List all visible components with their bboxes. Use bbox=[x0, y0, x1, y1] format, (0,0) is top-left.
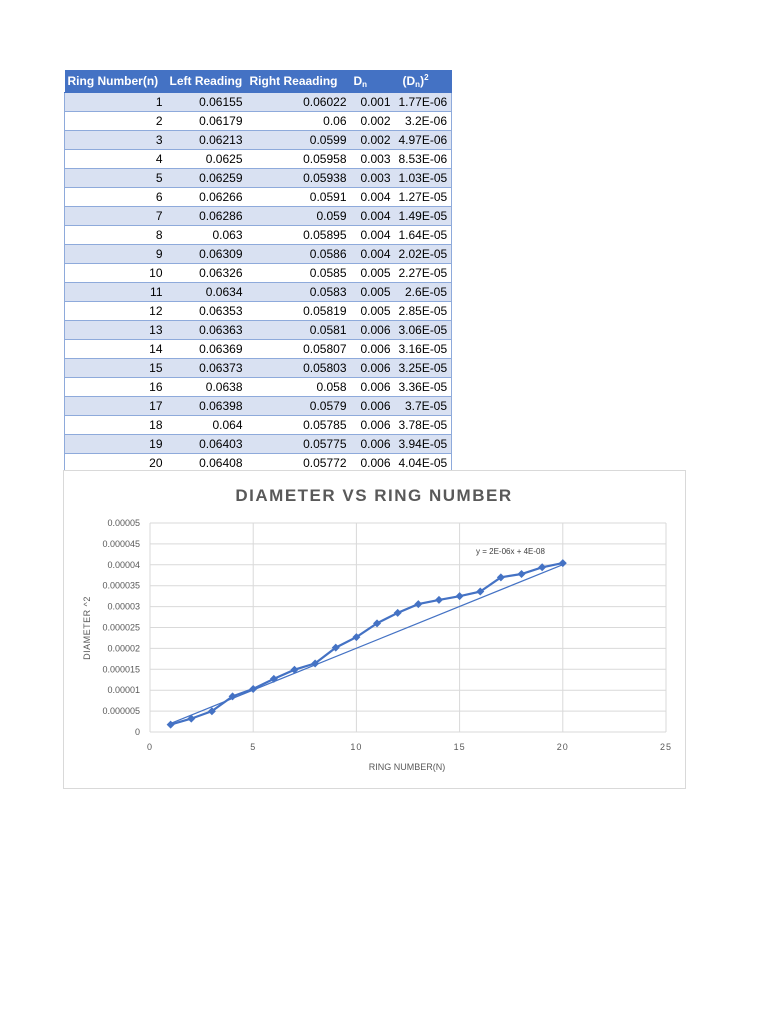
table-cell[interactable]: 10 bbox=[65, 264, 167, 283]
table-cell[interactable]: 1.03E-05 bbox=[395, 169, 452, 188]
table-cell[interactable]: 8 bbox=[65, 226, 167, 245]
table-cell[interactable]: 16 bbox=[65, 378, 167, 397]
table-cell[interactable]: 2.6E-05 bbox=[395, 283, 452, 302]
y-tick-label: 0.000005 bbox=[102, 706, 140, 717]
table-row bbox=[65, 188, 452, 207]
chart-title: DIAMETER VS RING NUMBER bbox=[235, 486, 513, 505]
table-cell[interactable]: 1.49E-05 bbox=[395, 207, 452, 226]
table-cell[interactable]: 4.97E-06 bbox=[395, 131, 452, 150]
y-tick-label: 0.00002 bbox=[107, 643, 140, 654]
table-cell[interactable]: 0.06408 bbox=[167, 454, 247, 473]
data-point[interactable] bbox=[394, 609, 402, 617]
table-cell[interactable]: 0.003 bbox=[351, 169, 395, 188]
table-row bbox=[65, 264, 452, 283]
table-cell[interactable]: 0.06398 bbox=[167, 397, 247, 416]
x-tick-label: 25 bbox=[659, 742, 673, 752]
table-cell[interactable]: 2.85E-05 bbox=[395, 302, 452, 321]
table-cell[interactable]: 0.002 bbox=[351, 131, 395, 150]
y-axis-label: DIAMETER ^2 bbox=[82, 596, 92, 660]
y-tick-label: 0.00001 bbox=[107, 685, 140, 696]
table-cell[interactable]: 0.05819 bbox=[247, 302, 351, 321]
table-cell[interactable]: 2 bbox=[65, 112, 167, 131]
table-row bbox=[65, 302, 452, 321]
x-tick-label: 15 bbox=[453, 742, 466, 752]
y-tick-label: 0.00005 bbox=[107, 518, 140, 528]
table-row bbox=[65, 397, 452, 416]
y-tick-label: 0 bbox=[134, 727, 140, 737]
data-table bbox=[64, 70, 452, 473]
y-tick-label: 0.000035 bbox=[102, 580, 140, 591]
table-cell[interactable]: 0.0585 bbox=[247, 264, 351, 283]
table-cell[interactable]: 0.004 bbox=[351, 207, 395, 226]
table-cell[interactable]: 0.004 bbox=[351, 245, 395, 264]
header-right-reading[interactable]: Right Reaading bbox=[247, 70, 351, 93]
y-tick-label: 0.00004 bbox=[107, 559, 140, 570]
table-row bbox=[65, 321, 452, 340]
table-cell[interactable]: 0.006 bbox=[351, 321, 395, 340]
table-cell[interactable]: 7 bbox=[65, 207, 167, 226]
table-cell[interactable]: 0.004 bbox=[351, 188, 395, 207]
table-cell[interactable]: 0.06286 bbox=[167, 207, 247, 226]
table-cell[interactable]: 0.005 bbox=[351, 283, 395, 302]
table-cell[interactable]: 0.006 bbox=[351, 435, 395, 454]
table-cell[interactable]: 0.059 bbox=[247, 207, 351, 226]
table-cell[interactable]: 0.006 bbox=[351, 378, 395, 397]
table-row bbox=[65, 150, 452, 169]
y-tick-label: 0.000015 bbox=[102, 664, 140, 675]
table-cell[interactable]: 0.064 bbox=[167, 416, 247, 435]
table-cell[interactable]: 0.06155 bbox=[167, 93, 247, 112]
table-cell[interactable]: 3 bbox=[65, 131, 167, 150]
table-cell[interactable]: 0.06363 bbox=[167, 321, 247, 340]
table-cell[interactable]: 6 bbox=[65, 188, 167, 207]
table-cell[interactable]: 0.004 bbox=[351, 226, 395, 245]
table-cell[interactable]: 0.06403 bbox=[167, 435, 247, 454]
table-body bbox=[65, 93, 452, 473]
table-cell[interactable]: 0.05775 bbox=[247, 435, 351, 454]
chart-svg bbox=[64, 471, 685, 788]
table-cell[interactable]: 0.06 bbox=[247, 112, 351, 131]
table-cell[interactable]: 20 bbox=[65, 454, 167, 473]
table-cell[interactable]: 0.06369 bbox=[167, 340, 247, 359]
table-row bbox=[65, 245, 452, 264]
table-row bbox=[65, 131, 452, 150]
table-cell[interactable]: 0.0638 bbox=[167, 378, 247, 397]
table-cell[interactable]: 0.063 bbox=[167, 226, 247, 245]
table-cell[interactable]: 0.05772 bbox=[247, 454, 351, 473]
table-cell[interactable]: 0.05785 bbox=[247, 416, 351, 435]
table-row bbox=[65, 93, 452, 112]
table-cell[interactable]: 19 bbox=[65, 435, 167, 454]
table-header-row bbox=[65, 70, 452, 93]
x-tick-label: 20 bbox=[556, 742, 569, 752]
table-row bbox=[65, 416, 452, 435]
table-cell[interactable]: 3.94E-05 bbox=[395, 435, 452, 454]
table-cell[interactable]: 3.36E-05 bbox=[395, 378, 452, 397]
header-dn-squared[interactable]: $(D_n)^2$ bbox=[395, 70, 452, 93]
table-cell[interactable]: 2.02E-05 bbox=[395, 245, 452, 264]
table-cell[interactable]: 0.06326 bbox=[167, 264, 247, 283]
table-row bbox=[65, 226, 452, 245]
table-cell[interactable]: 0.003 bbox=[351, 150, 395, 169]
table-cell[interactable]: 0.05958 bbox=[247, 150, 351, 169]
data-point[interactable] bbox=[270, 675, 278, 683]
table-cell[interactable]: 18 bbox=[65, 416, 167, 435]
table-cell[interactable]: 9 bbox=[65, 245, 167, 264]
table-cell[interactable]: 0.05807 bbox=[247, 340, 351, 359]
y-tick-label: 0.000045 bbox=[102, 538, 140, 549]
table-cell[interactable]: 3.78E-05 bbox=[395, 416, 452, 435]
table-cell[interactable]: 14 bbox=[65, 340, 167, 359]
x-tick-label: 5 bbox=[250, 742, 257, 752]
table-row bbox=[65, 283, 452, 302]
table-cell[interactable]: 0.0586 bbox=[247, 245, 351, 264]
table-cell[interactable]: 0.0579 bbox=[247, 397, 351, 416]
table-cell[interactable]: 11 bbox=[65, 283, 167, 302]
header-left-reading[interactable]: Left Reading bbox=[167, 70, 247, 93]
table-cell[interactable]: 3.7E-05 bbox=[395, 397, 452, 416]
table-cell[interactable]: 0.06373 bbox=[167, 359, 247, 378]
table-row bbox=[65, 359, 452, 378]
table-cell[interactable]: 0.006 bbox=[351, 454, 395, 473]
table-cell[interactable]: 0.06022 bbox=[247, 93, 351, 112]
table-cell[interactable]: 0.0583 bbox=[247, 283, 351, 302]
table-cell[interactable]: 0.06353 bbox=[167, 302, 247, 321]
y-tick-label: 0.00003 bbox=[107, 601, 140, 612]
table-cell[interactable]: 0.0599 bbox=[247, 131, 351, 150]
x-tick-label: 10 bbox=[350, 742, 363, 752]
table-row bbox=[65, 207, 452, 226]
table-cell[interactable]: 8.53E-06 bbox=[395, 150, 452, 169]
table-row bbox=[65, 378, 452, 397]
table-cell[interactable]: 13 bbox=[65, 321, 167, 340]
header-ring-number[interactable]: Ring Number(n) bbox=[65, 70, 167, 93]
table-row bbox=[65, 435, 452, 454]
table-cell[interactable]: 0.05895 bbox=[247, 226, 351, 245]
table-cell[interactable]: 3.2E-06 bbox=[395, 112, 452, 131]
table-cell[interactable]: 1.64E-05 bbox=[395, 226, 452, 245]
table-cell[interactable]: 12 bbox=[65, 302, 167, 321]
table-cell[interactable]: 1 bbox=[65, 93, 167, 112]
table-cell[interactable]: 0.006 bbox=[351, 359, 395, 378]
header-dn[interactable]: $D_n$ bbox=[351, 70, 395, 93]
table-cell[interactable]: 0.05938 bbox=[247, 169, 351, 188]
table-row bbox=[65, 112, 452, 131]
table-cell[interactable]: 0.006 bbox=[351, 340, 395, 359]
table-cell[interactable]: 0.002 bbox=[351, 112, 395, 131]
table-cell[interactable]: 0.006 bbox=[351, 397, 395, 416]
x-tick-label: 0 bbox=[146, 742, 154, 752]
table-cell[interactable]: 0.005 bbox=[351, 302, 395, 321]
y-axis-ticks bbox=[102, 518, 140, 737]
table-cell[interactable]: 0.0625 bbox=[167, 150, 247, 169]
table-cell[interactable]: 0.06213 bbox=[167, 131, 247, 150]
table-cell[interactable]: 5 bbox=[65, 169, 167, 188]
table-row bbox=[65, 169, 452, 188]
chart-area[interactable] bbox=[63, 470, 686, 789]
trendline-equation: y = 2E-06x + 4E-08 bbox=[476, 547, 545, 556]
table-row bbox=[65, 340, 452, 359]
table-cell[interactable]: 17 bbox=[65, 397, 167, 416]
table-cell[interactable]: 0.0581 bbox=[247, 321, 351, 340]
table-cell[interactable]: 4.04E-05 bbox=[395, 454, 452, 473]
data-point[interactable] bbox=[456, 592, 464, 600]
table-cell[interactable]: 3.06E-05 bbox=[395, 321, 452, 340]
table-cell[interactable]: 3.25E-05 bbox=[395, 359, 452, 378]
table-cell[interactable]: 1.27E-05 bbox=[395, 188, 452, 207]
table-cell[interactable]: 3.16E-05 bbox=[395, 340, 452, 359]
table-cell[interactable]: 0.06259 bbox=[167, 169, 247, 188]
data-point[interactable] bbox=[435, 596, 443, 604]
table-cell[interactable]: 0.006 bbox=[351, 416, 395, 435]
table-cell[interactable]: 0.06266 bbox=[167, 188, 247, 207]
table-cell[interactable]: 0.001 bbox=[351, 93, 395, 112]
table-cell[interactable]: 1.77E-06 bbox=[395, 93, 452, 112]
table-cell[interactable]: 0.0591 bbox=[247, 188, 351, 207]
table-cell[interactable]: 0.06179 bbox=[167, 112, 247, 131]
table-cell[interactable]: 4 bbox=[65, 150, 167, 169]
table-cell[interactable]: 2.27E-05 bbox=[395, 264, 452, 283]
table-cell[interactable]: 0.06309 bbox=[167, 245, 247, 264]
y-tick-label: 0.000025 bbox=[102, 622, 140, 633]
table-cell[interactable]: 0.058 bbox=[247, 378, 351, 397]
x-axis-label: RING NUMBER(N) bbox=[368, 762, 446, 772]
table-cell[interactable]: 15 bbox=[65, 359, 167, 378]
table-cell[interactable]: 0.005 bbox=[351, 264, 395, 283]
x-axis-ticks bbox=[147, 742, 672, 752]
data-point[interactable] bbox=[518, 570, 526, 578]
table-cell[interactable]: 0.05803 bbox=[247, 359, 351, 378]
table-cell[interactable]: 0.0634 bbox=[167, 283, 247, 302]
